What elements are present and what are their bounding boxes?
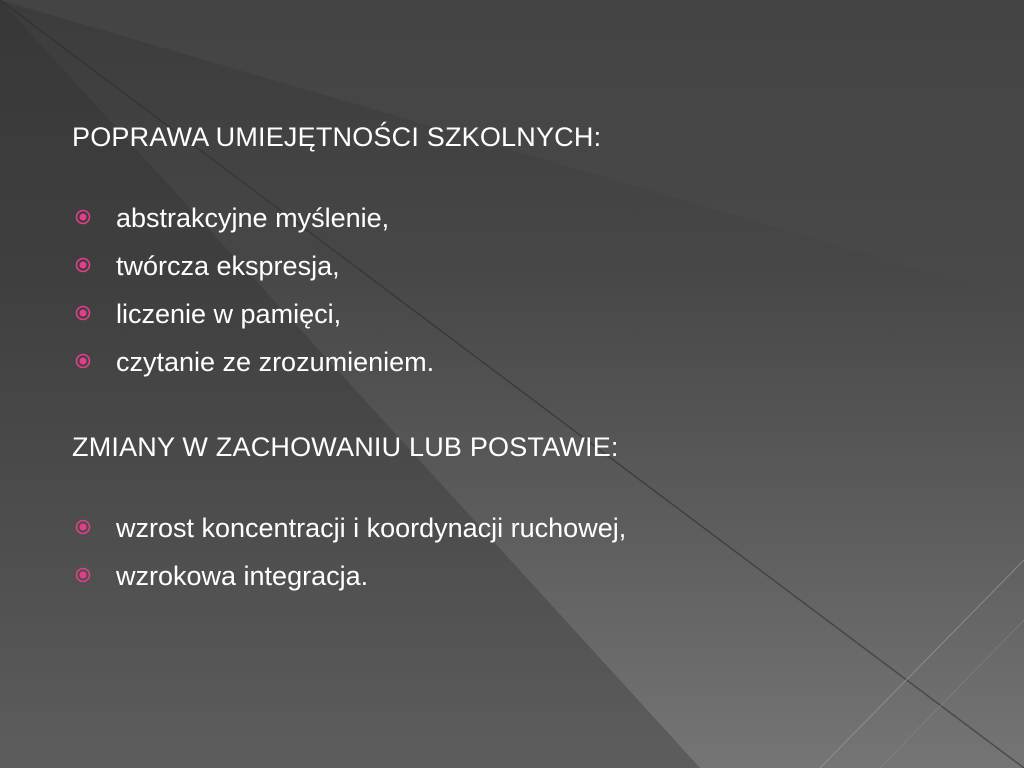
radio-bullet-icon — [75, 257, 91, 273]
radio-bullet-icon — [75, 353, 91, 369]
list-item — [72, 338, 972, 386]
list-item — [72, 242, 972, 290]
behavior-changes-list — [72, 504, 972, 600]
radio-bullet-icon — [75, 305, 91, 321]
radio-bullet-icon — [75, 519, 91, 535]
list-item-text: liczenie w pamięci, — [116, 299, 342, 329]
radio-bullet-icon — [75, 567, 91, 583]
list-item-text: czytanie ze zrozumieniem. — [116, 347, 435, 377]
list-item-text: abstrakcyjne myślenie, — [116, 203, 390, 233]
radio-bullet-icon — [75, 209, 91, 225]
list-item — [72, 504, 972, 552]
school-skills-list — [72, 194, 972, 386]
section-heading-behavior-changes: ZMIANY W ZACHOWANIU LUB POSTAWIE: — [72, 432, 619, 462]
list-item — [72, 290, 972, 338]
list-item-text: twórcza ekspresja, — [116, 251, 340, 281]
list-item-text: wzrost koncentracji i koordynacji ruchowej, — [116, 513, 627, 543]
section-heading-school-skills: POPRAWA UMIEJĘTNOŚCI SZKOLNYCH: — [72, 122, 602, 152]
slide-content — [72, 112, 972, 600]
list-item-text: wzrokowa integracja. — [116, 561, 369, 591]
list-item — [72, 194, 972, 242]
list-item — [72, 552, 972, 600]
